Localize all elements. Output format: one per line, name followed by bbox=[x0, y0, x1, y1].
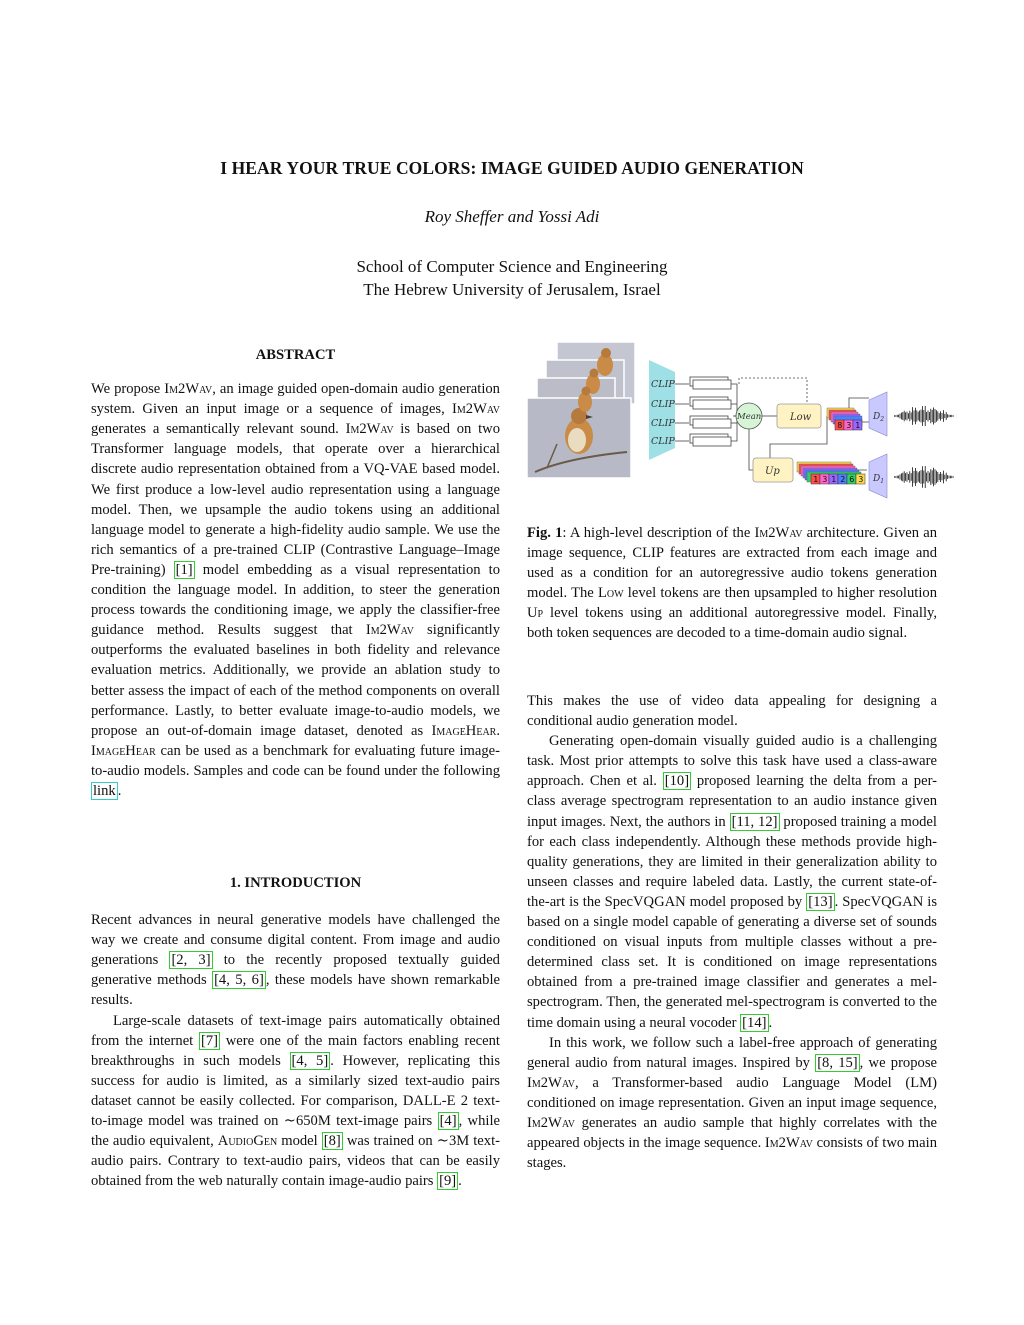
low-token-value: 1 bbox=[855, 421, 861, 431]
affiliation-line-2: The Hebrew University of Jerusalem, Israel bbox=[363, 280, 661, 299]
up-token-value: 3 bbox=[858, 475, 864, 485]
waveform-low bbox=[893, 406, 953, 426]
citation-link[interactable]: [7] bbox=[200, 1032, 218, 1049]
citation-link[interactable]: [4, 5] bbox=[291, 1052, 329, 1069]
input-image-stack bbox=[527, 342, 635, 478]
citation-link[interactable]: [10] bbox=[664, 773, 690, 790]
citation-link[interactable]: [4] bbox=[439, 1113, 457, 1130]
architecture-figure bbox=[527, 340, 957, 512]
paper-title: I HEAR YOUR TRUE COLORS: IMAGE GUIDED AUDIO GENERATION bbox=[220, 158, 804, 178]
decoder-d1-label: $D_1$ bbox=[873, 474, 885, 485]
citation-link[interactable]: [9] bbox=[439, 1173, 457, 1190]
right-paragraph-1: This makes the use of video data appealing for designing a conditional audio generation model. bbox=[527, 693, 937, 730]
up-token-value: 2 bbox=[840, 475, 846, 485]
clip-label-4: CLIP bbox=[651, 436, 675, 447]
low-token-sequence bbox=[827, 408, 862, 430]
decoder-d2-label: $D_2$ bbox=[873, 412, 885, 423]
right-paragraph-2: Generating open-domain visually guided audio is a challenging task. Most prior attempts to solve this task have used a class-aware approach. Chen et al. [10] proposed learning the delta from a per-class average spectrogram representation to an audio instance given input images. Next, the authors in [11, 12] proposed training a model for each class independently. Although these methods provide high-quality generations, they are limited in their generalization ability to unseen classes and require labeled data. Lastly, the current state-of-the-art is the SpecVQGAN model proposed by [13] . SpecVQGAN is based on a single model capable of generating a diverse set of sounds conditioned on visual inputs from multiple classes without a pre-determined class set. It is conditioned on image representations obtained from a pre-trained image classifier and generates a mel-spectrogram. Then, the generated mel-spectrogram is converted to the time domain using a neural vocoder [14] . bbox=[527, 733, 937, 1031]
samples-link[interactable]: link bbox=[93, 782, 116, 799]
up-token-value: 3 bbox=[822, 475, 828, 485]
low-label: Low bbox=[790, 412, 812, 423]
introduction-heading: 1. INTRODUCTION bbox=[229, 875, 362, 891]
affiliation bbox=[0, 255, 1024, 301]
right-paragraph-3: In this work, we follow such a label-free approach of generating general audio from natural images. Inspired by [8, 15] , we propose Im2Wav, a Transformer-based audio Language Model (LM) conditioned on image representation. Given an input image sequence, Im2Wav generates an audio sample that highly correlates with the appeared objects in the image sequence. Im2Wav consists of two main stages. bbox=[527, 1034, 937, 1172]
clip-feature-boxes bbox=[690, 377, 731, 446]
clip-label-3: CLIP bbox=[651, 418, 675, 429]
abstract-heading: ABSTRACT bbox=[255, 347, 336, 363]
abstract-section bbox=[91, 345, 500, 801]
low-token-value: 8 bbox=[837, 421, 843, 431]
up-token-value: 1 bbox=[813, 475, 819, 485]
up-label: Up bbox=[765, 466, 780, 477]
citation-link[interactable]: [13] bbox=[808, 893, 833, 910]
figure-label: Fig. 1 bbox=[527, 525, 563, 541]
citation-link[interactable]: [14] bbox=[742, 1014, 767, 1031]
mean-label: Mean bbox=[737, 412, 762, 422]
abstract-text: We propose Im2Wav, an image guided open-domain audio generation system. Given an input image or a sequence of images, Im2Wav generates a semantically relevant sound. Im2Wav is based on two Transformer language models, that operate over a hierarchical discrete audio representation obtained from a VQ-VAE based model. We first produce a low-level audio representation using a language model. Then, we upsample the audio tokens using an additional language model to generate a high-fidelity audio sample. We use the rich semantics of a pre-trained CLIP (Contrastive Language–Image Pre-training) [1] model embedding as a visual representation to condition the language model. In addition, to steer the generation process towards the conditioning image, we apply the classifier-free guidance method. Results suggest that Im2Wav significantly outperforms the evaluated baselines in both fidelity and relevance evaluation metrics. Additionally, we provide an ablation study to better assess the impact of each of the method components on overall performance. Lastly, to better evaluate image-to-audio models, we propose an out-of-domain image dataset, denoted as ImageHear. ImageHear can be used as a benchmark for evaluating future image-to-audio models. Samples and code can be found under the following link . bbox=[91, 381, 501, 799]
affiliation-line-1: School of Computer Science and Engineering bbox=[356, 257, 668, 276]
waveform-up bbox=[893, 466, 953, 488]
citation-link[interactable]: [2, 3] bbox=[171, 952, 211, 969]
up-token-sequence bbox=[797, 462, 865, 484]
right-column-text bbox=[527, 691, 937, 1173]
low-token-value: 3 bbox=[846, 421, 852, 431]
figure-caption: Fig. 1: A high-level description of the Im2Wav architecture. Given an image sequence, CLIP features are extracted from each image and used as a condition for an autoregressive audio tokens generation model. The Low level tokens are then upsampled to higher resolution Up level tokens using an additional autoregressive model. Finally, both token sequences are decoded to a time-domain audio signal. bbox=[527, 525, 937, 642]
intro-paragraph-2: Large-scale datasets of text-image pairs automatically obtained from the internet [7] were one of the main factors enabling recent breakthroughs in such models [4, 5] . However, replicating this success for audio is limited, as a similarly sized text-audio pairs dataset cannot be easily collected. For comparison, DALL-E 2 text-to-image model was trained on ∼650M text-image pairs [4] , while the audio equivalent, AudioGen model [8] was trained on ∼3M text-audio pairs. Contrary to text-audio pairs, videos that can be easily obtained from the web naturally contain image-audio pairs [9] . bbox=[91, 1012, 500, 1190]
paper-authors: Roy Sheffer and Yossi Adi bbox=[424, 207, 600, 226]
citation-link[interactable]: [8] bbox=[323, 1133, 341, 1150]
citation-link[interactable]: [1] bbox=[175, 561, 193, 578]
up-token-value: 6 bbox=[849, 475, 855, 485]
intro-paragraph-1: Recent advances in neural generative models have challenged the way we create and consume digital content. From image and audio generations [2, 3] to the recently proposed textually guided generative methods [4, 5, 6] , these models have shown remarkable results. bbox=[91, 912, 500, 1009]
citation-link[interactable]: [8, 15] bbox=[817, 1054, 858, 1071]
clip-label-1: CLIP bbox=[651, 379, 675, 390]
introduction-section bbox=[91, 873, 500, 1191]
citation-link[interactable]: [11, 12] bbox=[731, 813, 778, 830]
clip-label-2: CLIP bbox=[651, 399, 675, 410]
citation-link[interactable]: [4, 5, 6] bbox=[214, 972, 264, 989]
up-token-value: 1 bbox=[831, 475, 837, 485]
